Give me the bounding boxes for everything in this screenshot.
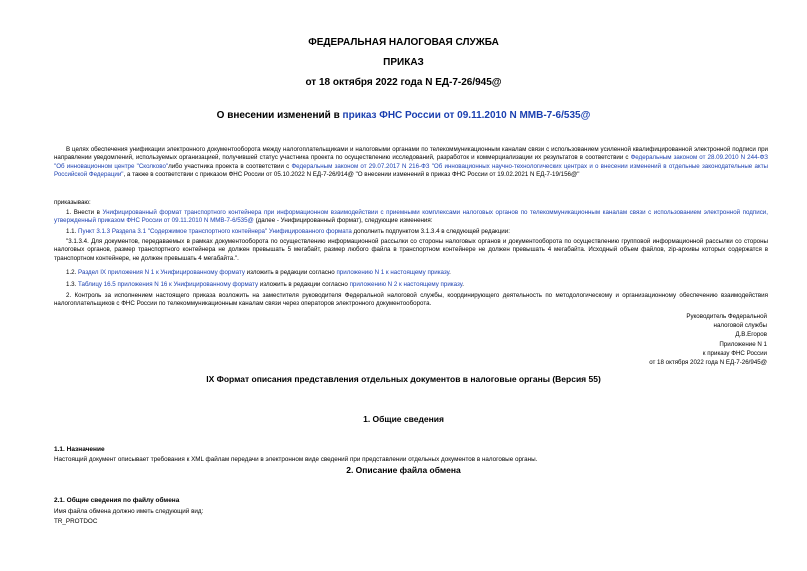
appendix-2-link[interactable]: приложению N 2 к настоящему приказу xyxy=(349,281,463,288)
appendix-label: Приложение N 1 xyxy=(719,340,767,348)
purpose-text: Настоящий документ описывает требования к XML файлам передачи в электронном виде сведений при представлении отдельных документов в налоговые органы. xyxy=(54,456,538,463)
item-1-text-1: 1. Внести в xyxy=(66,209,103,216)
item-1-text-2: (далее - Унифицированный формат), следующие изменения: xyxy=(253,217,433,225)
law-216-link[interactable]: Федеральным законом от 29.07.2017 N 216-ФЗ "Об инновационных научно-технологических центрах и о внесении изменений в отдельные законодательные акты Российской Федерации" xyxy=(54,162,768,179)
purpose-subtitle: 1.1. Назначение xyxy=(54,446,105,453)
order-date-number: от 18 октября 2022 года N ЕД-7-26/945@ xyxy=(305,77,502,88)
exchange-file-subtitle: 2.1. Общие сведения по файлу обмена xyxy=(54,497,180,504)
preamble-text-2: либо участника проекта в соответствии с xyxy=(168,162,292,170)
appendix-1-link[interactable]: приложению N 1 к настоящему приказу xyxy=(336,269,450,276)
order-word: приказываю: xyxy=(54,199,91,206)
item-2-paragraph: 2. Контроль за исполнением настоящего приказа возложить на заместителя руководителя Федеральной налоговой службы, координирующего деятельность по методологическому и организационному обеспечению взаимодействия налогоплательщиков с ФНС России по телекоммуникационным каналам связи через операторов электронного документооборота. xyxy=(54,292,768,308)
doc-type-heading: ПРИКАЗ xyxy=(383,57,424,68)
item-1-1-text-1: 1.1. xyxy=(66,228,79,235)
order-title xyxy=(0,110,807,121)
order-title-link[interactable]: приказ ФНС России от 09.11.2010 N ММВ-7-6/535@ xyxy=(342,110,591,121)
item-1-2-text-3: . xyxy=(449,269,451,276)
item-1-3-paragraph xyxy=(54,281,768,289)
signature-position-1: Руководитель Федеральной xyxy=(686,313,767,320)
preamble-paragraph xyxy=(54,146,768,180)
signature-name: Д.В.Егоров xyxy=(735,331,767,339)
quote-paragraph: "3.1.3.4. Для документов, передаваемых в рамках документооборота по осуществлению информационной рассылки со стороны налоговых органов и документооборота по осуществлению групповой информационной рассылки со стороны налоговых органов, размер транспортного контейнера не должен превышать 5 мегабайт, размер любого файла в транспортном контейнере не должен превышать 4 мегабайта. Исходный объем файлов, zip-архивы которых содержатся в транспортном контейнере, не должен превышать 4 мегабайта.". xyxy=(54,238,768,262)
item-1-3-text-1: 1.3. xyxy=(66,281,79,288)
general-info-title: 1. Общие сведения xyxy=(363,414,444,424)
preamble-text-3: , а также в соответствии с приказом ФНС России от 05.10.2022 N ЕД-7-26/914@ "О внесении изменений в приказ ФНС России от 19.02.2021 N ЕД-7-19/156@" xyxy=(123,171,580,179)
table-16-5-link[interactable]: Таблицу 16.5 приложения N 16 к Унифицированному формату xyxy=(78,281,259,288)
appendix-order-ref: к приказу ФНС России xyxy=(702,349,767,357)
order-title-prefix: О внесении изменений в xyxy=(216,110,343,121)
agency-heading: ФЕДЕРАЛЬНАЯ НАЛОГОВАЯ СЛУЖБА xyxy=(308,37,499,48)
law-244-link[interactable]: Федеральным законом от 28.09.2010 N 244-ФЗ "Об инновационном центре "Сколково" xyxy=(54,154,769,170)
unified-format-link[interactable]: Унифицированный формат транспортного контейнера при информационном взаимодействии с приемными комплексами налоговых органов по телекоммуникационным каналам связи с использованием электронной подписи, утвержденный приказом ФНС России от 09.11.2010 N ММВ-7-6/535@ xyxy=(54,209,768,225)
exchange-file-title: 2. Описание файла обмена xyxy=(346,465,461,475)
signature-block xyxy=(567,312,767,367)
exchange-file-name: TR_PROTDOC xyxy=(54,518,98,525)
item-1-3-text-2: изложить в редакции согласно xyxy=(258,281,350,288)
signature-position-2: налоговой службы xyxy=(713,322,767,330)
item-1-1-paragraph xyxy=(54,228,768,236)
section-ix-title: IX Формат описания представления отдельных документов в налоговые органы (Версия 55) xyxy=(206,374,601,384)
appendix-order-date: от 18 октября 2022 года N ЕД-7-26/945@ xyxy=(649,359,767,367)
section-ix-link[interactable]: Раздел IX приложения N 1 к Унифицированному формату xyxy=(78,269,245,276)
item-1-2-text-1: 1.2. xyxy=(66,269,79,276)
item-1-3-text-3: . xyxy=(462,281,464,288)
item-1-2-paragraph xyxy=(54,269,768,277)
exchange-file-text: Имя файла обмена должно иметь следующий вид: xyxy=(54,508,204,515)
item-1-paragraph xyxy=(54,209,768,226)
preamble-text-1: В целях обеспечения унификации электронного документооборота между налогоплательщиками и налоговыми органами по телекоммуникационным каналам связи с использованием усиленной квалифицированной электронной подписи при направлении уведомлений, используемых организацией, получившей статус участника проекта по осуществлению исследований, разработок и коммерциализации их результатов в соответствии с xyxy=(54,146,768,162)
clause-3-1-3-link[interactable]: Пункт 3.1.3 Раздела 3.1 "Содержимое транспортного контейнера" Унифицированного формата xyxy=(78,228,352,235)
item-1-1-text-2: дополнить подпунктом 3.1.3.4 в следующей редакции: xyxy=(351,228,510,235)
item-1-2-text-2: изложить в редакции согласно xyxy=(244,269,337,276)
